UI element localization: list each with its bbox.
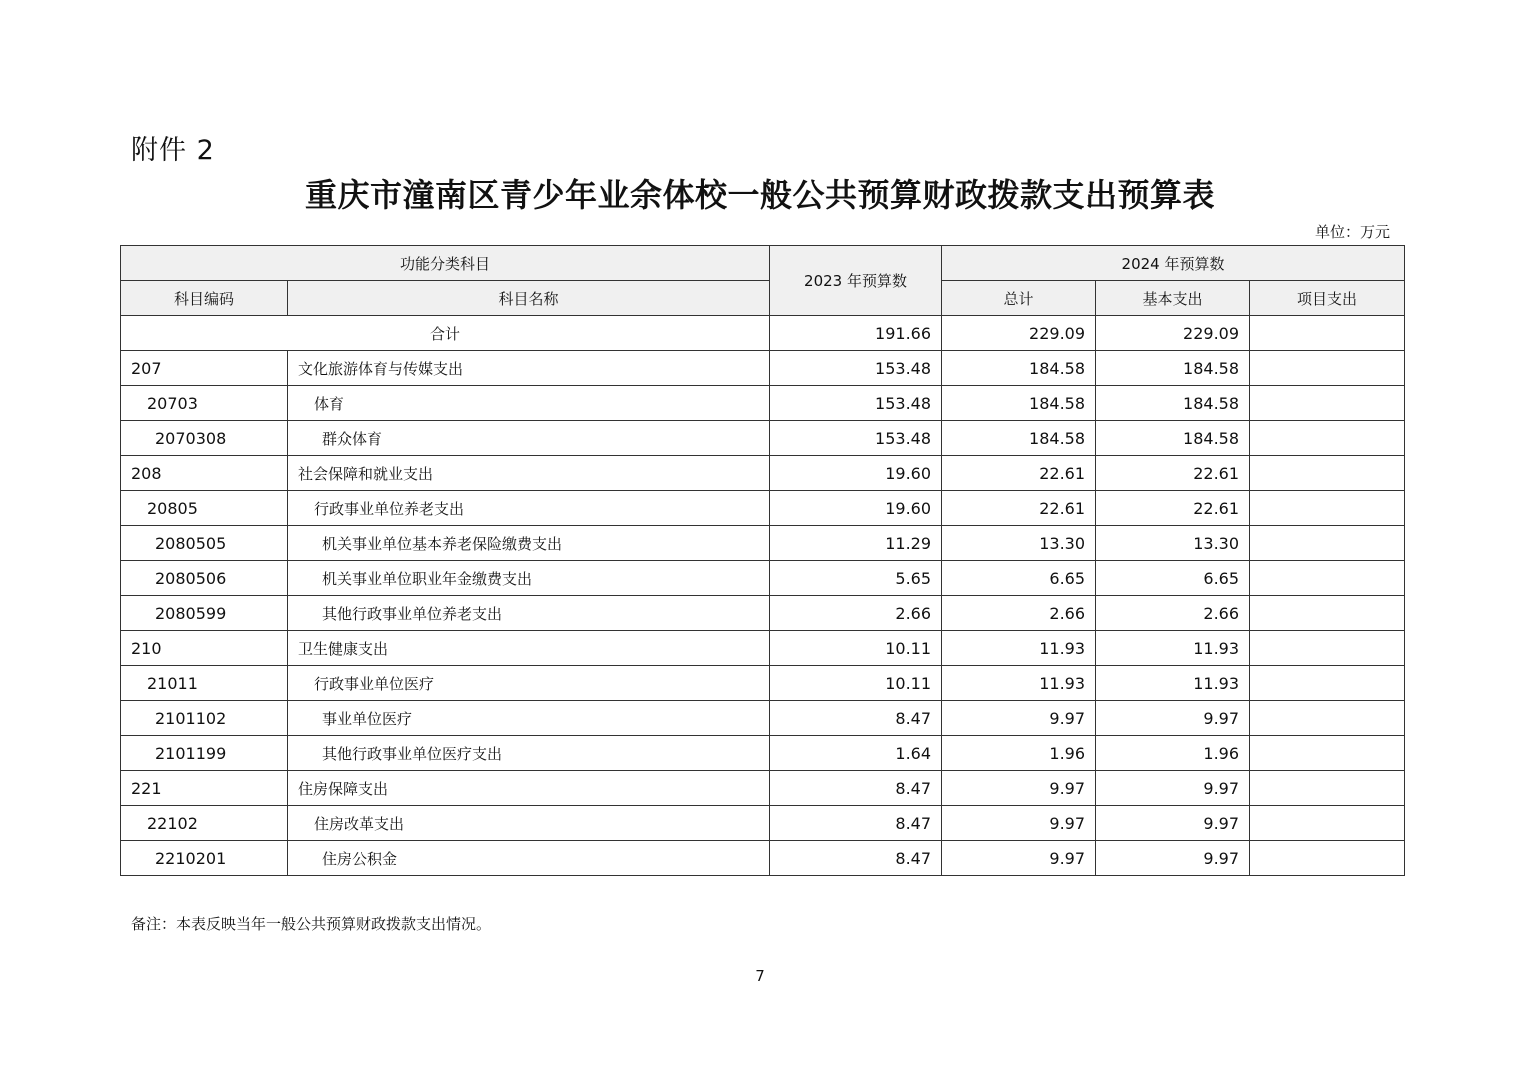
row-name: 住房保障支出 [288, 771, 770, 806]
row-code: 20805 [121, 491, 288, 526]
row-project [1250, 771, 1405, 806]
row-project [1250, 526, 1405, 561]
row-total: 9.97 [942, 841, 1096, 876]
row-total: 11.93 [942, 631, 1096, 666]
row-total: 9.97 [942, 771, 1096, 806]
row-code: 2080505 [121, 526, 288, 561]
row-name: 卫生健康支出 [288, 631, 770, 666]
table-row [121, 701, 1405, 736]
row-budget-2023: 8.47 [770, 771, 942, 806]
table-row [121, 806, 1405, 841]
row-budget-2023: 19.60 [770, 491, 942, 526]
row-basic: 9.97 [1096, 806, 1250, 841]
row-total: 2.66 [942, 596, 1096, 631]
total-basic: 229.09 [1096, 316, 1250, 351]
document-title: 重庆市潼南区青少年业余体校一般公共预算财政拨款支出预算表 [304, 176, 1215, 214]
row-name: 其他行政事业单位养老支出 [288, 596, 770, 631]
table-row [121, 736, 1405, 771]
row-project [1250, 421, 1405, 456]
unit-label: 单位：万元 [1314, 223, 1390, 241]
header-project-expenditure: 项目支出 [1250, 281, 1405, 316]
row-name: 住房公积金 [288, 841, 770, 876]
row-basic: 22.61 [1096, 456, 1250, 491]
row-project [1250, 666, 1405, 701]
row-budget-2023: 8.47 [770, 806, 942, 841]
row-total: 22.61 [942, 491, 1096, 526]
row-budget-2023: 5.65 [770, 561, 942, 596]
row-budget-2023: 2.66 [770, 596, 942, 631]
row-basic: 9.97 [1096, 771, 1250, 806]
row-budget-2023: 11.29 [770, 526, 942, 561]
row-project [1250, 631, 1405, 666]
row-basic: 11.93 [1096, 666, 1250, 701]
table-row [121, 841, 1405, 876]
header-row-2 [121, 281, 1405, 316]
table-row [121, 491, 1405, 526]
row-code: 208 [121, 456, 288, 491]
row-basic: 22.61 [1096, 491, 1250, 526]
row-name: 机关事业单位职业年金缴费支出 [288, 561, 770, 596]
table-row [121, 386, 1405, 421]
total-total: 229.09 [942, 316, 1096, 351]
row-project [1250, 351, 1405, 386]
row-total: 9.97 [942, 701, 1096, 736]
row-name: 事业单位医疗 [288, 701, 770, 736]
row-total: 184.58 [942, 351, 1096, 386]
row-name: 机关事业单位基本养老保险缴费支出 [288, 526, 770, 561]
row-project [1250, 806, 1405, 841]
table-row [121, 351, 1405, 386]
row-total: 11.93 [942, 666, 1096, 701]
row-name: 其他行政事业单位医疗支出 [288, 736, 770, 771]
table-row [121, 456, 1405, 491]
row-basic: 9.97 [1096, 841, 1250, 876]
total-project [1250, 316, 1405, 351]
row-total: 184.58 [942, 386, 1096, 421]
header-code: 科目编码 [121, 281, 288, 316]
row-project [1250, 491, 1405, 526]
total-label: 合计 [121, 316, 770, 351]
row-basic: 9.97 [1096, 701, 1250, 736]
row-basic: 2.66 [1096, 596, 1250, 631]
row-name: 体育 [288, 386, 770, 421]
row-budget-2023: 8.47 [770, 841, 942, 876]
page-number: 7 [755, 967, 765, 985]
header-functional-category: 功能分类科目 [121, 246, 770, 281]
row-name: 群众体育 [288, 421, 770, 456]
header-basic-expenditure: 基本支出 [1096, 281, 1250, 316]
row-basic: 13.30 [1096, 526, 1250, 561]
table-row [121, 666, 1405, 701]
row-project [1250, 841, 1405, 876]
budget-table [120, 245, 1405, 876]
row-code: 2080506 [121, 561, 288, 596]
header-row-1 [121, 246, 1405, 281]
row-total: 13.30 [942, 526, 1096, 561]
table-body [121, 316, 1405, 876]
footnote: 备注：本表反映当年一般公共预算财政拨款支出情况。 [131, 915, 492, 933]
row-budget-2023: 8.47 [770, 701, 942, 736]
row-name: 社会保障和就业支出 [288, 456, 770, 491]
table-row [121, 631, 1405, 666]
row-name: 住房改革支出 [288, 806, 770, 841]
row-project [1250, 386, 1405, 421]
row-code: 221 [121, 771, 288, 806]
table-row [121, 596, 1405, 631]
table-row [121, 561, 1405, 596]
row-code: 20703 [121, 386, 288, 421]
row-basic: 11.93 [1096, 631, 1250, 666]
row-code: 2101102 [121, 701, 288, 736]
row-code: 207 [121, 351, 288, 386]
header-budget-2023: 2023 年预算数 [770, 246, 942, 316]
total-row [121, 316, 1405, 351]
total-budget-2023: 191.66 [770, 316, 942, 351]
table-row [121, 526, 1405, 561]
table-row [121, 421, 1405, 456]
row-project [1250, 456, 1405, 491]
row-project [1250, 736, 1405, 771]
row-total: 184.58 [942, 421, 1096, 456]
row-basic: 1.96 [1096, 736, 1250, 771]
row-code: 210 [121, 631, 288, 666]
row-budget-2023: 153.48 [770, 386, 942, 421]
header-name: 科目名称 [288, 281, 770, 316]
row-budget-2023: 19.60 [770, 456, 942, 491]
row-total: 9.97 [942, 806, 1096, 841]
row-basic: 184.58 [1096, 351, 1250, 386]
row-total: 1.96 [942, 736, 1096, 771]
header-budget-2024: 2024 年预算数 [942, 246, 1405, 281]
header-total: 总计 [942, 281, 1096, 316]
row-basic: 184.58 [1096, 421, 1250, 456]
row-basic: 184.58 [1096, 386, 1250, 421]
row-basic: 6.65 [1096, 561, 1250, 596]
row-project [1250, 701, 1405, 736]
row-budget-2023: 1.64 [770, 736, 942, 771]
row-code: 22102 [121, 806, 288, 841]
row-budget-2023: 10.11 [770, 631, 942, 666]
row-project [1250, 596, 1405, 631]
row-total: 22.61 [942, 456, 1096, 491]
row-budget-2023: 10.11 [770, 666, 942, 701]
row-code: 21011 [121, 666, 288, 701]
table-row [121, 771, 1405, 806]
row-code: 2101199 [121, 736, 288, 771]
row-budget-2023: 153.48 [770, 421, 942, 456]
row-name: 行政事业单位医疗 [288, 666, 770, 701]
row-code: 2080599 [121, 596, 288, 631]
row-total: 6.65 [942, 561, 1096, 596]
attachment-label: 附件 2 [131, 135, 215, 166]
row-code: 2070308 [121, 421, 288, 456]
row-code: 2210201 [121, 841, 288, 876]
row-project [1250, 561, 1405, 596]
row-budget-2023: 153.48 [770, 351, 942, 386]
row-name: 行政事业单位养老支出 [288, 491, 770, 526]
row-name: 文化旅游体育与传媒支出 [288, 351, 770, 386]
